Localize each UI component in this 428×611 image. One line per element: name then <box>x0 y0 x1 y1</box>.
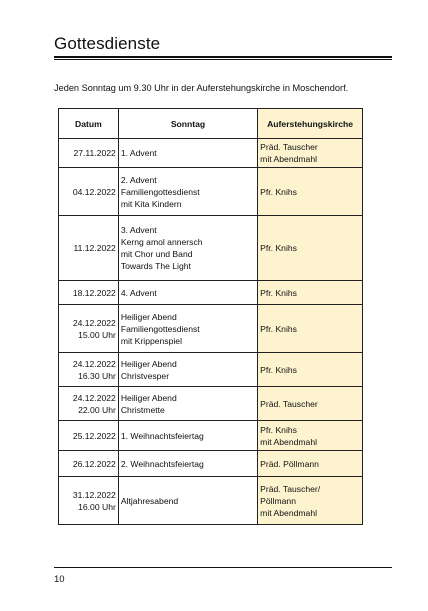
date-cell <box>59 281 119 305</box>
table-header-row <box>59 109 363 139</box>
date-cell <box>59 353 119 387</box>
table-row <box>59 421 363 451</box>
column-header-date: Datum <box>59 109 119 139</box>
sunday-cell <box>118 139 257 168</box>
date-cell-line: 26.12.2022 <box>72 458 116 469</box>
church-cell <box>258 139 363 168</box>
date-cell-line: 04.12.2022 <box>72 186 116 197</box>
church-cell-line: Pfr. Knihs <box>260 323 297 334</box>
church-cell <box>258 387 363 421</box>
date-cell-line: 16.30 Uhr <box>78 370 116 381</box>
church-cell-line: Pöllmann <box>260 495 296 506</box>
date-cell-line: 27.11.2022 <box>73 148 116 158</box>
page-title: Gottesdienste <box>54 34 161 53</box>
sunday-cell-line: Kerng amol annersch <box>120 237 203 247</box>
sunday-cell <box>118 305 257 353</box>
date-cell-line: 15.00 Uhr <box>78 329 116 340</box>
sunday-cell-line: Heiliger Abend <box>120 358 177 369</box>
church-cell <box>258 216 363 281</box>
church-cell-line: Präd. Tauscher/ <box>260 483 321 494</box>
column-header-church: Auferstehungskirche <box>258 109 363 139</box>
sunday-cell-line: 4. Advent <box>120 287 157 298</box>
intro-text: Jeden Sonntag um 9.30 Uhr in der Auferstehungskirche in Moschendorf. <box>54 83 349 93</box>
church-cell <box>258 477 363 525</box>
church-cell <box>258 281 363 305</box>
date-cell-line: 25.12.2022 <box>72 430 116 441</box>
sunday-cell-line: Familiengottesdienst <box>120 186 200 197</box>
service-schedule-table <box>58 108 363 525</box>
sunday-cell <box>118 421 257 451</box>
table-body <box>59 139 363 525</box>
sunday-cell-line: Familiengottesdienst <box>120 323 200 334</box>
sunday-cell-line: mit Chor und Band <box>120 249 193 259</box>
sunday-cell-line: 1. Advent <box>120 148 157 158</box>
sunday-cell <box>118 477 257 525</box>
table-row <box>59 281 363 305</box>
header-rule <box>54 56 392 60</box>
church-cell-line: Präd. Tauscher <box>260 398 318 409</box>
table-row <box>59 216 363 281</box>
sunday-cell <box>118 387 257 421</box>
sunday-cell-line: Heiliger Abend <box>120 311 177 322</box>
sunday-cell <box>118 281 257 305</box>
date-cell-line: 22.00 Uhr <box>78 404 116 415</box>
church-cell-line: mit Abendmahl <box>260 436 318 447</box>
date-cell <box>59 477 119 525</box>
date-cell <box>59 421 119 451</box>
table-row <box>59 168 363 216</box>
date-cell-line: 16.00 Uhr <box>78 501 116 512</box>
date-cell <box>59 305 119 353</box>
sunday-cell-line: Heiliger Abend <box>120 392 177 403</box>
date-cell <box>59 168 119 216</box>
church-cell <box>258 451 363 477</box>
sunday-cell-line: 1. Weihnachtsfeiertag <box>120 430 204 441</box>
table-row <box>59 451 363 477</box>
church-cell-line: Pfr. Knihs <box>260 287 297 298</box>
church-cell-line: Präd. Tauscher <box>260 142 318 152</box>
date-cell <box>59 216 119 281</box>
church-cell-line: Pfr. Knihs <box>260 243 297 253</box>
date-cell <box>59 139 119 168</box>
table-row <box>59 139 363 168</box>
church-cell-line: Pfr. Knihs <box>260 186 297 197</box>
date-cell-line: 24.12.2022 <box>72 317 116 328</box>
footer-rule <box>54 567 392 568</box>
sunday-cell <box>118 168 257 216</box>
date-cell-line: 31.12.2022 <box>72 489 116 500</box>
date-cell-line: 24.12.2022 <box>72 392 116 403</box>
church-cell <box>258 168 363 216</box>
church-cell <box>258 305 363 353</box>
date-cell <box>59 387 119 421</box>
column-header-sunday: Sonntag <box>118 109 257 139</box>
sunday-cell <box>118 451 257 477</box>
date-cell-line: 18.12.2022 <box>72 287 116 298</box>
church-cell-line: Präd. Pöllmann <box>260 458 319 469</box>
church-cell <box>258 421 363 451</box>
church-cell-line: mit Abendmahl <box>260 154 318 164</box>
sunday-cell-line: Christvesper <box>120 370 170 381</box>
page-number: 10 <box>54 574 65 585</box>
sunday-cell-line: Altjahresabend <box>120 495 179 506</box>
sunday-cell-line: mit Krippenspiel <box>120 335 182 346</box>
table-row <box>59 387 363 421</box>
sunday-cell <box>118 353 257 387</box>
sunday-cell-line: 2. Weihnachtsfeiertag <box>120 458 204 469</box>
date-cell-line: 11.12.2022 <box>73 243 116 253</box>
sunday-cell <box>118 216 257 281</box>
sunday-cell-line: Christmette <box>120 404 165 415</box>
church-cell <box>258 353 363 387</box>
sunday-cell-line: 3. Advent <box>120 225 157 235</box>
church-cell-line: Pfr. Knihs <box>260 424 297 435</box>
table-row <box>59 353 363 387</box>
church-cell-line: Pfr. Knihs <box>260 364 297 375</box>
sunday-cell-line: Towards The Light <box>120 261 191 271</box>
date-cell <box>59 451 119 477</box>
date-cell-line: 24.12.2022 <box>72 358 116 369</box>
table-row <box>59 477 363 525</box>
table-row <box>59 305 363 353</box>
sunday-cell-line: mit Kita Kindern <box>120 198 182 209</box>
church-cell-line: mit Abendmahl <box>260 507 318 518</box>
sunday-cell-line: 2. Advent <box>120 174 157 185</box>
